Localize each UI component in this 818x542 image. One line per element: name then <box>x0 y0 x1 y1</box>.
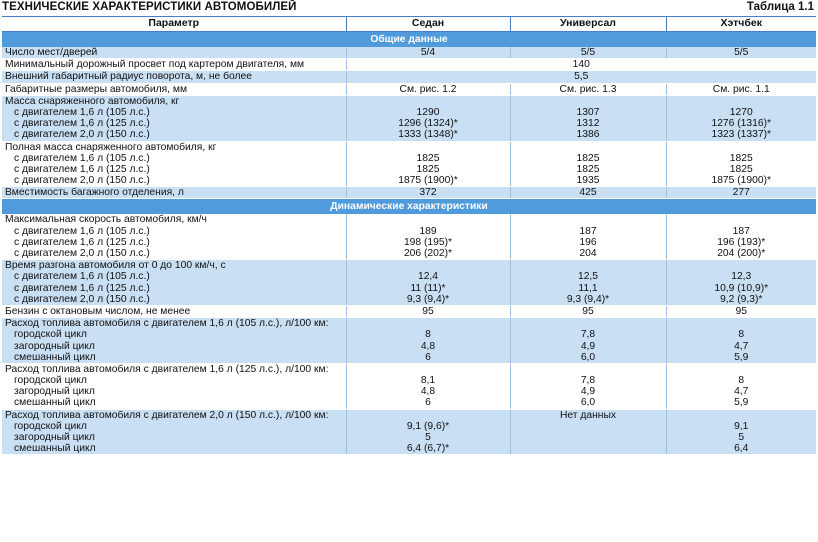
table-row <box>2 214 816 259</box>
param-cell <box>2 363 346 409</box>
param-cell-line: с двигателем 1,6 л (125 л.с.) <box>14 118 150 130</box>
wagon-cell-line: 187 <box>579 225 597 237</box>
param-cell-line: Число мест/дверей <box>5 47 98 58</box>
merged-value-cell <box>346 59 816 71</box>
param-cell-line: смешанный цикл <box>14 351 96 363</box>
sedan-cell-line: 6,4 (6,7)* <box>406 443 450 455</box>
header-hatchback: Хэтчбек <box>666 17 816 32</box>
hatchback-cell-line: 6,4 <box>734 443 749 455</box>
wagon-cell-line: 1386 <box>576 129 600 141</box>
param-cell-line: Расход топлива автомобиля с двигателем 2,0 л (150 л.с.), л/100 км: <box>5 409 329 421</box>
param-cell-line: с двигателем 2,0 л (150 л.с.) <box>14 129 150 141</box>
table-row <box>2 305 816 317</box>
hatchback-cell <box>666 187 816 199</box>
wagon-cell-line: 196 <box>579 236 597 248</box>
wagon-cell-line <box>514 432 663 443</box>
table-row <box>2 409 816 455</box>
table-row <box>2 318 816 364</box>
wagon-cell-line: 12,5 <box>577 271 599 283</box>
hatchback-cell-line <box>670 142 814 153</box>
wagon-cell <box>510 318 666 364</box>
param-cell-line: с двигателем 1,6 л (125 л.с.) <box>14 282 150 294</box>
hatchback-cell <box>666 318 816 364</box>
param-cell-line: с двигателем 1,6 л (105 л.с.) <box>14 225 150 237</box>
sedan-cell <box>346 47 510 59</box>
param-cell-line: Расход топлива автомобиля с двигателем 1,6 л (125 л.с.), л/100 км: <box>5 363 329 375</box>
wagon-cell-line: 1825 <box>576 152 600 164</box>
sedan-cell-line: 6 <box>425 351 431 363</box>
section-title: Динамические характеристики <box>2 199 816 215</box>
hatchback-cell-line <box>670 364 814 375</box>
wagon-cell-line: 425 <box>579 187 597 199</box>
merged-value: 5,5 <box>574 71 589 83</box>
sedan-cell <box>346 260 510 306</box>
hatchback-cell <box>666 47 816 59</box>
sedan-cell-line: 1825 <box>416 163 440 175</box>
param-cell <box>2 47 346 59</box>
hatchback-cell <box>666 214 816 259</box>
hatchback-cell-line: 5/5 <box>734 47 749 58</box>
section-header-row <box>2 32 816 48</box>
sedan-cell-line: 9,1 (9,6)* <box>406 420 450 432</box>
param-cell-line: с двигателем 1,6 л (125 л.с.) <box>14 236 150 248</box>
sedan-cell-line <box>350 142 507 153</box>
hatchback-cell <box>666 260 816 306</box>
param-cell-line: с двигателем 1,6 л (125 л.с.) <box>14 163 150 175</box>
sedan-cell-line: См. рис. 1.2 <box>399 83 457 95</box>
param-cell-line: смешанный цикл <box>14 397 96 409</box>
wagon-cell <box>510 141 666 187</box>
wagon-cell-line <box>514 96 663 107</box>
wagon-cell <box>510 214 666 259</box>
param-cell-line: Бензин с октановым числом, не менее <box>5 305 191 317</box>
wagon-cell-line: 1935 <box>576 175 600 187</box>
hatchback-cell <box>666 141 816 187</box>
table-row <box>2 141 816 187</box>
wagon-cell-line: 7,8 <box>580 329 596 341</box>
sedan-cell <box>346 409 510 455</box>
sedan-cell-line: 95 <box>422 305 434 317</box>
page-header <box>0 0 818 16</box>
param-cell-line: загородный цикл <box>14 432 95 443</box>
wagon-cell-line <box>514 142 663 153</box>
hatchback-cell-line: 5,9 <box>734 397 749 409</box>
hatchback-cell-line: 4,7 <box>734 386 749 398</box>
sedan-cell-line: 4,8 <box>420 386 436 398</box>
wagon-cell-line: 95 <box>582 305 594 317</box>
sedan-cell-line: 5 <box>425 432 431 443</box>
hatchback-cell-line: 9,1 <box>734 420 749 432</box>
param-cell-line: Время разгона автомобиля от 0 до 100 км/ч, с <box>5 260 226 272</box>
table-body <box>2 32 816 455</box>
wagon-cell-line: Нет данных <box>559 409 617 421</box>
wagon-cell <box>510 409 666 455</box>
sedan-cell <box>346 214 510 259</box>
hatchback-cell-line: 8 <box>738 329 745 341</box>
wagon-cell-line: 1825 <box>576 163 600 175</box>
hatchback-cell-line: 1323 (1337)* <box>711 129 772 141</box>
param-cell-line: городской цикл <box>14 420 87 432</box>
param-cell-line: с двигателем 2,0 л (150 л.с.) <box>14 293 150 305</box>
hatchback-cell <box>666 363 816 409</box>
table-row <box>2 187 816 199</box>
hatchback-cell-line: 187 <box>732 225 750 237</box>
sedan-cell <box>346 363 510 409</box>
header-parameter: Параметр <box>2 17 346 32</box>
hatchback-cell-line: 1270 <box>729 106 753 118</box>
table-row <box>2 83 816 95</box>
sedan-cell-line: 1333 (1348)* <box>398 129 458 141</box>
wagon-cell-line: 5/5 <box>580 47 596 58</box>
wagon-cell-line: См. рис. 1.3 <box>559 83 617 95</box>
wagon-cell-line <box>514 421 663 432</box>
param-cell-line: с двигателем 2,0 л (150 л.с.) <box>14 175 150 187</box>
param-cell-line: городской цикл <box>14 329 87 341</box>
param-cell-line: с двигателем 1,6 л (105 л.с.) <box>14 106 150 118</box>
sedan-cell-line: 1825 <box>416 152 440 164</box>
wagon-cell <box>510 363 666 409</box>
param-cell <box>2 95 346 141</box>
table-row <box>2 260 816 306</box>
param-cell <box>2 214 346 259</box>
sedan-cell-line: 372 <box>419 187 437 199</box>
sedan-cell-line: 5/4 <box>420 47 436 58</box>
table-row <box>2 59 816 71</box>
sedan-cell-line <box>350 318 507 329</box>
header-sedan: Седан <box>346 17 510 32</box>
sedan-cell-line: 4,8 <box>420 340 436 352</box>
param-cell <box>2 318 346 364</box>
wagon-cell <box>510 187 666 199</box>
param-cell-line: с двигателем 1,6 л (105 л.с.) <box>14 152 150 164</box>
sedan-cell-line: 198 (195)* <box>403 236 453 248</box>
hatchback-cell-line: 12,3 <box>731 271 752 283</box>
wagon-cell-line: 6,0 <box>580 351 596 363</box>
merged-value: 140 <box>572 59 590 71</box>
wagon-cell <box>510 260 666 306</box>
sedan-cell-line: 189 <box>419 225 437 237</box>
hatchback-cell-line: 10,9 (10,9)* <box>714 282 769 294</box>
section-header-row <box>2 199 816 215</box>
param-cell-line: с двигателем 2,0 л (150 л.с.) <box>14 248 150 259</box>
sedan-cell-line <box>350 214 507 225</box>
wagon-cell-line: 6,0 <box>580 397 596 409</box>
param-cell-line: Минимальный дорожный просвет под картером двигателя, мм <box>5 59 305 71</box>
wagon-cell-line <box>514 214 663 225</box>
sedan-cell-line: 6 <box>425 397 431 409</box>
sedan-cell <box>346 318 510 364</box>
hatchback-cell-line: См. рис. 1.1 <box>712 83 770 95</box>
table-row <box>2 363 816 409</box>
param-cell-line: Габаритные размеры автомобиля, мм <box>5 83 188 95</box>
document-title: ТЕХНИЧЕСКИЕ ХАРАКТЕРИСТИКИ АВТОМОБИЛЕЙ <box>2 1 297 13</box>
param-cell-line: загородный цикл <box>14 340 95 352</box>
hatchback-cell-line: 1875 (1900)* <box>711 175 772 187</box>
param-cell-line: с двигателем 1,6 л (105 л.с.) <box>14 271 150 283</box>
sedan-cell-line: 1296 (1324)* <box>398 118 458 130</box>
param-cell <box>2 83 346 95</box>
hatchback-cell-line: 1276 (1316)* <box>711 118 772 130</box>
param-cell <box>2 187 346 199</box>
sedan-cell-line <box>350 260 507 271</box>
param-cell <box>2 305 346 317</box>
specs-table <box>2 16 816 455</box>
hatchback-cell-line <box>670 318 814 329</box>
table-header-row <box>2 17 816 32</box>
hatchback-cell-line: 5,9 <box>734 351 749 363</box>
hatchback-cell-line <box>670 96 814 107</box>
hatchback-cell <box>666 305 816 317</box>
sedan-cell-line: 206 (202)* <box>403 248 453 259</box>
sedan-cell-line: 1875 (1900)* <box>398 175 458 187</box>
hatchback-cell-line: 95 <box>735 305 747 317</box>
param-cell-line: Вместимость багажного отделения, л <box>5 187 184 199</box>
hatchback-cell-line: 9,2 (9,3)* <box>720 293 763 305</box>
hatchback-cell-line <box>670 260 814 271</box>
hatchback-cell-line <box>670 410 814 421</box>
param-cell-line: смешанный цикл <box>14 443 96 455</box>
hatchback-cell-line <box>670 214 814 225</box>
wagon-cell-line <box>514 260 663 271</box>
sedan-cell-line: 12,4 <box>417 271 439 283</box>
sedan-cell-line <box>350 410 507 421</box>
wagon-cell-line: 4,9 <box>580 386 596 398</box>
wagon-cell-line: 204 <box>579 248 597 259</box>
param-cell-line: Масса снаряженного автомобиля, кг <box>5 95 180 107</box>
wagon-cell-line <box>514 318 663 329</box>
wagon-cell-line: 1312 <box>576 118 600 130</box>
hatchback-cell-line: 5 <box>738 432 745 443</box>
param-cell-line: загородный цикл <box>14 386 95 398</box>
sedan-cell <box>346 83 510 95</box>
merged-value-cell <box>346 71 816 83</box>
sedan-cell <box>346 187 510 199</box>
param-cell-line: Полная масса снаряженного автомобиля, кг <box>5 141 217 153</box>
table-row <box>2 71 816 83</box>
param-cell <box>2 260 346 306</box>
param-cell-line: Максимальная скорость автомобиля, км/ч <box>5 214 207 226</box>
sedan-cell <box>346 141 510 187</box>
hatchback-cell-line: 1825 <box>729 152 753 164</box>
hatchback-cell-line: 4,7 <box>734 340 749 352</box>
wagon-cell-line: 1307 <box>576 106 600 118</box>
wagon-cell-line <box>514 443 663 454</box>
param-cell-line: Расход топлива автомобиля с двигателем 1,6 л (105 л.с.), л/100 км: <box>5 318 329 330</box>
wagon-cell-line: 7,8 <box>580 375 596 387</box>
wagon-cell <box>510 95 666 141</box>
param-cell <box>2 59 346 71</box>
sedan-cell-line: 1290 <box>416 106 440 118</box>
sedan-cell-line: 8,1 <box>420 375 436 387</box>
param-cell <box>2 141 346 187</box>
sedan-cell-line <box>350 96 507 107</box>
table-label: Таблица 1.1 <box>746 1 814 13</box>
hatchback-cell-line: 8 <box>738 375 745 387</box>
sedan-cell-line <box>350 364 507 375</box>
hatchback-cell-line: 1825 <box>729 163 753 175</box>
hatchback-cell-line: 204 (200)* <box>717 248 766 259</box>
hatchback-cell-line: 277 <box>732 187 750 199</box>
table-row <box>2 47 816 59</box>
param-cell-line: городской цикл <box>14 375 87 387</box>
wagon-cell-line: 11,1 <box>578 282 598 294</box>
header-wagon: Универсал <box>510 17 666 32</box>
wagon-cell-line: 4,9 <box>580 340 596 352</box>
sedan-cell <box>346 95 510 141</box>
wagon-cell <box>510 47 666 59</box>
hatchback-cell <box>666 95 816 141</box>
hatchback-cell <box>666 409 816 455</box>
param-cell <box>2 409 346 455</box>
wagon-cell <box>510 83 666 95</box>
sedan-cell-line: 9,3 (9,4)* <box>406 293 450 305</box>
sedan-cell-line: 8 <box>425 329 431 341</box>
sedan-cell <box>346 305 510 317</box>
sedan-cell-line: 11 (11)* <box>410 282 446 294</box>
param-cell-line: Внешний габаритный радиус поворота, м, не более <box>5 71 252 83</box>
section-title: Общие данные <box>2 32 816 48</box>
wagon-cell <box>510 305 666 317</box>
wagon-cell-line: 9,3 (9,4)* <box>566 293 610 305</box>
hatchback-cell-line: 196 (193)* <box>717 236 766 248</box>
hatchback-cell <box>666 83 816 95</box>
wagon-cell-line <box>514 364 663 375</box>
param-cell <box>2 71 346 83</box>
table-row <box>2 95 816 141</box>
